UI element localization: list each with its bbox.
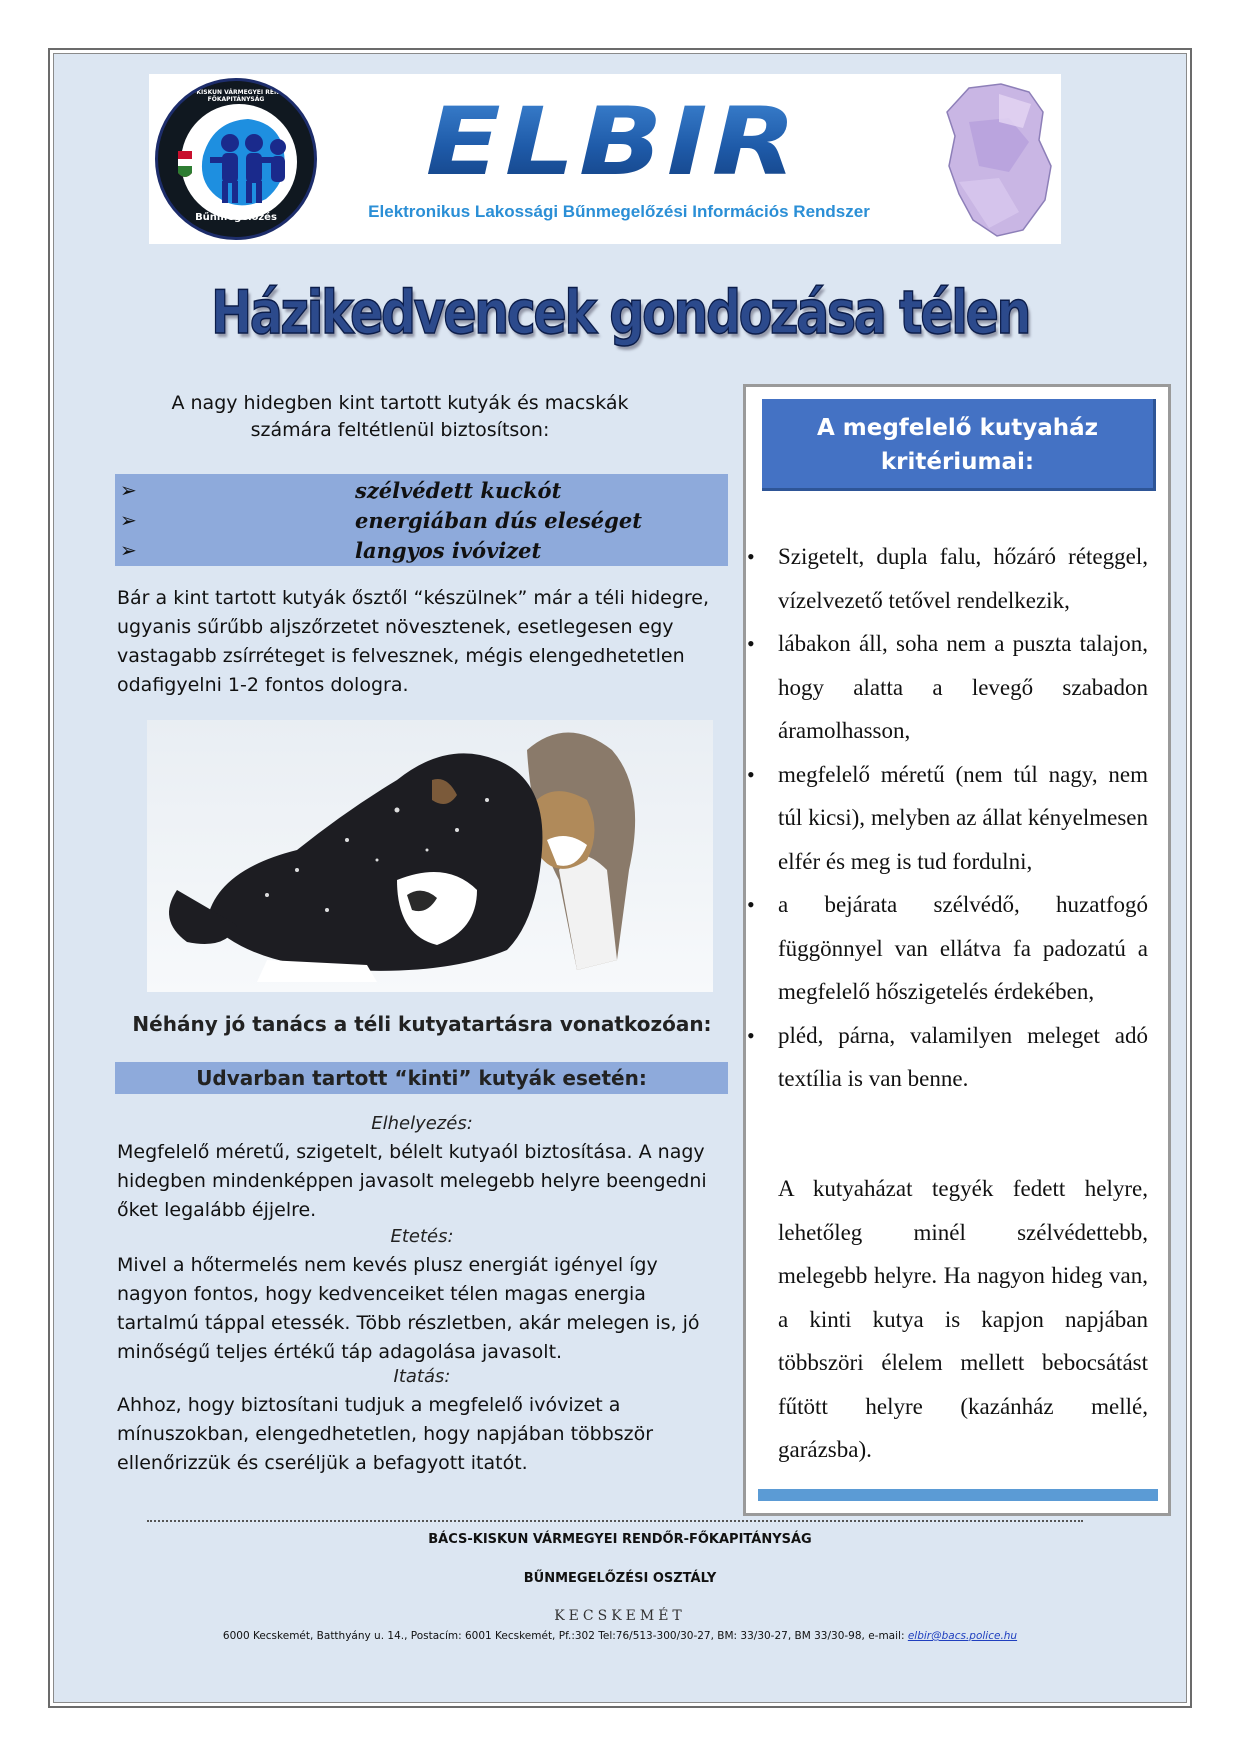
dog-and-cat-photo (147, 720, 713, 992)
list-item: • megfelelő méretű (nem túl nagy, nem túl kicsi), melyben az állat kényelmesen elfér és meg is tud fordulni, (778, 753, 1148, 884)
placement-heading: Elhelyezés: (371, 1113, 473, 1134)
watering-text: Ahhoz, hogy biztosítani tudjuk a megfelelő ivóvizet a mínuszokban, elengedhetetlen, hogy napjában többször ellenőrizzük és cseréljük a befagyott itatót. (117, 1394, 654, 1474)
winter-preparation-paragraph: Bár a kint tartott kutyák ősztől “készülnek” már a téli hidegre, ugyanis sűrűbb aljszőrzetet növesztenek, esetlegesen egy vastagabb zsírréteget is felvesznek, mégis elengedhetetlen odafigyelni 1-2 fontos dologra. (117, 587, 710, 696)
footer-email-link[interactable]: elbir@bacs.police.hu (907, 1630, 1018, 1642)
page-title: Házikedvencek gondozása télen (210, 278, 1030, 348)
list-item (115, 506, 728, 536)
list-item-text: energiában dús eleséget (355, 508, 642, 533)
seal-top-text: BÁCS-KISKUN VÁRMEGYEI RENDŐR-FŐKAPITÁNYSÁG (175, 89, 297, 103)
list-item (115, 476, 728, 506)
feeding-text: Mivel a hőtermelés nem kevés plusz energiát igényel így nagyon fontos, hogy kedvenceiket télen magas energia tartalmú táppal etessék. Több részletben, akár melegen is, jó minőségű teljes értékű táp adagolása javasolt. (117, 1254, 700, 1363)
sidebar-closing-text: A kutyaházat tegyék fedett helyre, lehetőleg minél szélvédettebb, melegebb helyre. Ha nagyon hideg van, a kinti kutya is kapjon napjában többszöri élelem mellett bebocsátást fűtött helyre (kazánház mellé, garázsba). (778, 1176, 1148, 1462)
footer-address-text: 6000 Kecskemét, Batthyány u. 14., Postacím: 6001 Kecskemét, Pf.:302 Tel:76/513-300/30-27, BM: 33/30-27, BM 33/30-98, e-mail: (222, 1630, 908, 1642)
arrow-bullet-icon: ➢ (120, 478, 137, 502)
watering-heading: Itatás: (393, 1366, 451, 1387)
sidebar-bottom-bar (758, 1489, 1158, 1501)
footer-city: KECSKEMÉT (554, 1608, 686, 1624)
county-map-image (939, 82, 1057, 238)
sidebar-title: A megfelelő kutyaház kritériumai: (762, 399, 1156, 491)
list-item: • Szigetelt, dupla falu, hőzáró réteggel, vízelvezető tetővel rendelkezik, (778, 535, 1148, 622)
list-item: • a bejárata szélvédő, huzatfogó függönnyel van ellátva fa padozatú a megfelelő hőszigetelés érdekében, (778, 883, 1148, 1014)
footer-address (0, 1630, 1240, 1642)
placement-text: Megfelelő méretű, szigetelt, bélelt kutyaól biztosítása. A nagy hidegben mindenképpen javasolt melegebb helyre beengedni őket legalább éjjelre. (117, 1141, 707, 1221)
elbir-logo-text: ELBIR (425, 88, 801, 194)
arrow-bullet-icon: ➢ (120, 508, 137, 532)
police-seal-logo (155, 78, 317, 240)
footer-organization: BÁCS-KISKUN VÁRMEGYEI RENDŐR-FŐKAPITÁNYSÁG (428, 1532, 812, 1547)
list-item-text: langyos ivóvizet (355, 538, 542, 563)
footer-divider (147, 1520, 1083, 1522)
list-item (115, 536, 728, 566)
kennel-criteria-list (778, 535, 1148, 1101)
tips-heading: Néhány jó tanács a téli kutyatartásra vonatkozóan: (132, 1012, 712, 1036)
list-item: • pléd, párna, valamilyen meleget adó textília is van benne. (778, 1014, 1148, 1101)
elbir-logo-wordmark (363, 84, 863, 194)
feeding-heading: Etetés: (390, 1226, 454, 1247)
kennel-criteria-sidebar (743, 384, 1171, 1516)
outdoor-dogs-heading: Udvarban tartott “kinti” kutyák esetén: (115, 1062, 728, 1094)
elbir-subtitle: Elektronikus Lakossági Bűnmegelőzési Információs Rendszer (368, 202, 870, 221)
arrow-bullet-icon: ➢ (120, 538, 137, 562)
requirements-list (115, 474, 728, 566)
elbir-banner (149, 74, 1061, 244)
footer-department: BŰNMEGELŐZÉSI OSZTÁLY (523, 1571, 717, 1586)
intro-text: A nagy hidegben kint tartott kutyák és macskák számára feltétlenül biztosítson: (171, 392, 629, 441)
list-item: • lábakon áll, soha nem a puszta talajon, hogy alatta a levegő szabadon áramolhasson, (778, 622, 1148, 753)
seal-bottom-text: Bűnmegelőzés (195, 212, 277, 223)
list-item-text: szélvédett kuckót (355, 478, 562, 503)
